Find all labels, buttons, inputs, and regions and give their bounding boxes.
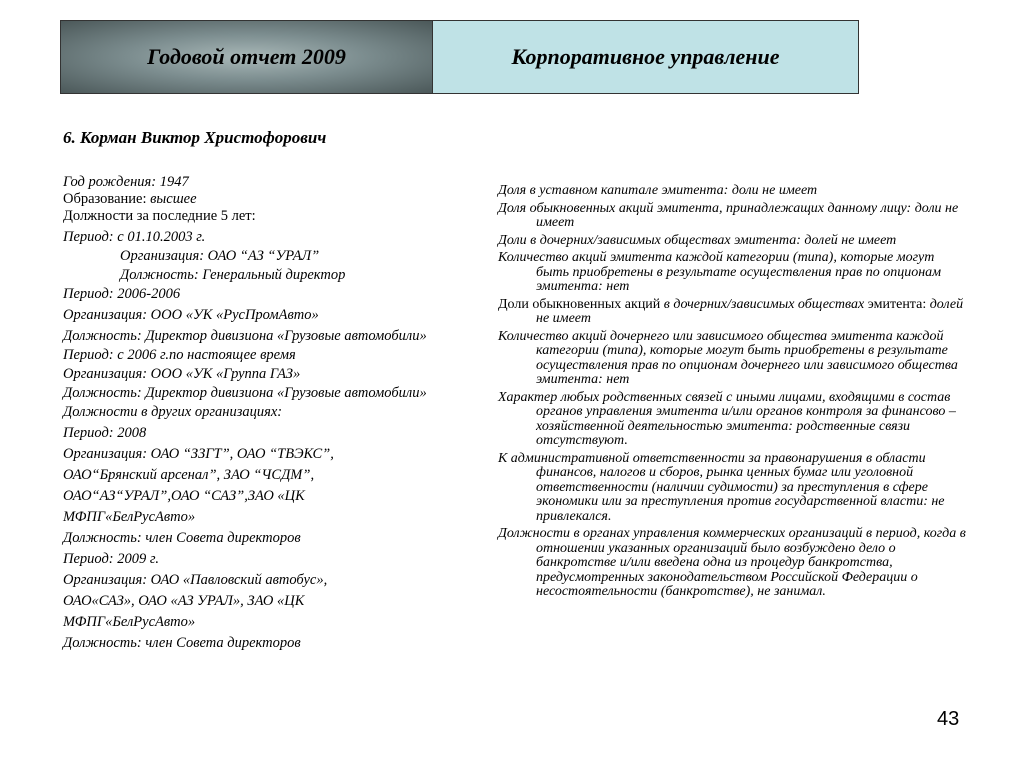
- biography-column: [63, 174, 463, 652]
- disclosure-paragraph: Доли в дочерних/зависимых обществах эмитента: долей не имеет: [498, 232, 897, 248]
- bio-line: ОАО“АЗ“УРАЛ”,ОАО “САЗ”,ЗАО «ЦК: [63, 488, 305, 504]
- disclosure-paragraph: Количество акций эмитента каждой категории (типа), которые могут быть приобретены в результате осуществления прав по опционам эмитента: нет: [498, 250, 942, 294]
- bio-line: Период: с 2006 г.по настоящее время: [63, 347, 296, 363]
- bio-line: Должность: член Совета директоров: [63, 635, 301, 651]
- bio-line: Организация: ОАО “ЗЗГТ”, ОАО “ТВЭКС”,: [63, 446, 334, 462]
- disclosure-fragment: в дочерних/зависимых обществах: [660, 296, 865, 312]
- report-title: Годовой отчет 2009: [147, 44, 346, 69]
- disclosure-paragraph: Должности в органах управления коммерческих организаций в период, когда в отношении указанных организаций было возбуждено дело о банкротстве и/или введена одна из процедур банкротства, предусмотренных законодательством Российской Федерации о несостоятельности (банкротстве), не занимал.: [498, 526, 966, 599]
- disclosure-paragraph: К административной ответственности за правонарушения в области финансов, налогов и сборов, рынка ценных бумаг или уголовной ответственности (наличии судимости) за преступления в сфере экономики или за преступления против государственной власти: не привлекался.: [498, 450, 945, 524]
- bio-line: Период: 2006-2006: [63, 286, 181, 302]
- disclosure-fragment: долей не имеет: [536, 296, 964, 326]
- page-number: 43: [937, 708, 960, 730]
- bio-line: Организация: ОАО «Павловский автобус»,: [63, 572, 328, 588]
- disclosure-paragraph: Количество акций дочернего или зависимого общества эмитента каждой категории (типа), которые могут быть приобретены в результате осуществления прав по опционам дочернего или зависимого общества эмитента: нет: [498, 328, 958, 387]
- bio-line: ОАО«САЗ», ОАО «АЗ УРАЛ», ЗАО «ЦК: [63, 593, 305, 609]
- person-name: 6. Корман Виктор Христофорович: [63, 128, 327, 147]
- header-left-panel: [60, 20, 432, 94]
- disclosure-fragment: эмитента:: [864, 296, 930, 312]
- bio-line: Организация: ОАО “АЗ “УРАЛ”: [120, 248, 320, 264]
- bio-line: Период: 2009 г.: [63, 551, 159, 567]
- disclosure-column: [498, 184, 968, 603]
- bio-line: МФПГ«БелРусАвто»: [63, 509, 196, 525]
- bio-line: Должности за последние 5 лет:: [63, 208, 256, 224]
- disclosure-fragment: Доли обыкновенных акций: [498, 296, 661, 312]
- bio-line: [63, 191, 463, 208]
- header-right-panel: [432, 20, 859, 94]
- disclosure-paragraph: [498, 298, 968, 327]
- disclosure-paragraph: Доля в уставном капитале эмитента: доли не имеет: [498, 183, 818, 198]
- bio-line: Организация: ООО «УК «РусПромАвто»: [63, 307, 319, 323]
- bio-line: Организация: ООО «УК «Группа ГАЗ»: [63, 366, 301, 382]
- bio-line: ОАО“Брянский арсенал”, ЗАО “ЧСДМ”,: [63, 467, 315, 483]
- bio-line: Период: 2008: [63, 425, 147, 441]
- bio-line: Должности в других организациях:: [63, 404, 283, 420]
- bio-line: Должность: Генеральный директор: [120, 267, 346, 283]
- bio-line: МФПГ«БелРусАвто»: [63, 614, 196, 630]
- disclosure-paragraph: Характер любых родственных связей с иными лицами, входящими в состав органов управления эмитента и/или органов контроля за финансово – хозяйственной деятельностью эмитента: родственные связи отсутствуют.: [498, 389, 956, 448]
- disclosure-paragraph: Доля обыкновенных акций эмитента, принадлежащих данному лицу: доли не имеет: [498, 200, 959, 230]
- bio-line: Должность: Директор дивизиона «Грузовые автомобили»: [63, 385, 427, 401]
- education-value: высшее: [146, 191, 197, 207]
- bio-line: Должность: Директор дивизиона «Грузовые автомобили»: [63, 328, 427, 344]
- bio-line: Должность: член Совета директоров: [63, 530, 301, 546]
- section-title: Корпоративное управление: [511, 44, 780, 69]
- bio-line: Год рождения: 1947: [63, 174, 189, 190]
- bio-line: Период: с 01.10.2003 г.: [63, 229, 206, 245]
- education-label: Образование:: [63, 191, 147, 207]
